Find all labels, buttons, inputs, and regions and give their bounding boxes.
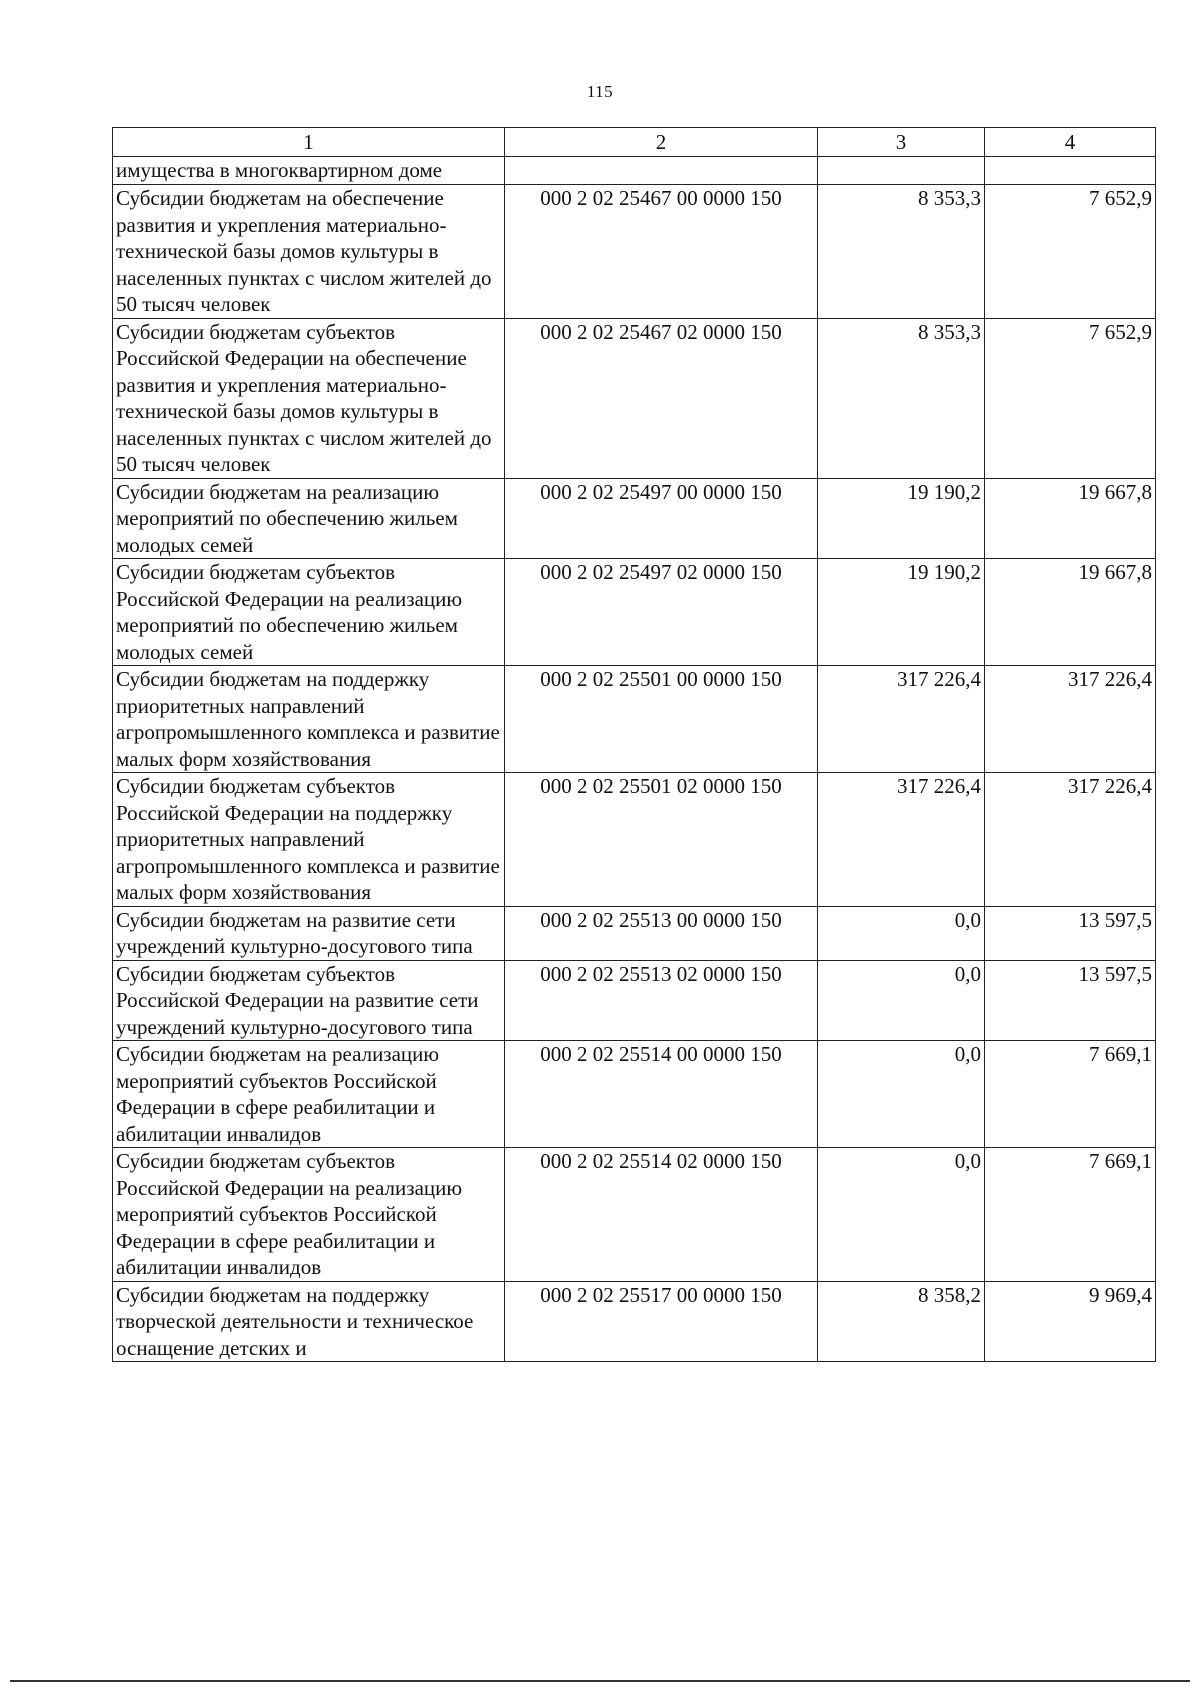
table-row xyxy=(113,1281,1156,1362)
row-name: Субсидии бюджетам на обеспечение развития и укрепления материально-технической базы домов культуры в населенных пунктах с числом жителей до 50 тысяч человек xyxy=(113,185,505,319)
table-row xyxy=(113,1148,1156,1282)
row-value-3: 0,0 xyxy=(818,1148,985,1282)
row-code: 000 2 02 25497 02 0000 150 xyxy=(505,559,818,666)
row-name: Субсидии бюджетам субъектов Российской Федерации на поддержку приоритетных направлений агропромышленного комплекса и развитие малых форм хозяйствования xyxy=(113,773,505,907)
row-value-4: 13 597,5 xyxy=(985,906,1156,960)
row-name: Субсидии бюджетам субъектов Российской Федерации на реализацию мероприятий субъектов Российской Федерации в сфере реабилитации и абилитации инвалидов xyxy=(113,1148,505,1282)
row-value-3: 317 226,4 xyxy=(818,666,985,773)
row-code: 000 2 02 25501 00 0000 150 xyxy=(505,666,818,773)
row-code: 000 2 02 25501 02 0000 150 xyxy=(505,773,818,907)
continuation-row xyxy=(113,157,1156,185)
empty-cell xyxy=(985,157,1156,185)
row-value-4: 317 226,4 xyxy=(985,773,1156,907)
table-row xyxy=(113,773,1156,907)
row-value-3: 8 353,3 xyxy=(818,185,985,319)
row-name: Субсидии бюджетам на поддержку приоритетных направлений агропромышленного комплекса и развитие малых форм хозяйствования xyxy=(113,666,505,773)
row-value-4: 7 652,9 xyxy=(985,185,1156,319)
table-row xyxy=(113,559,1156,666)
row-value-4: 7 652,9 xyxy=(985,318,1156,478)
empty-cell xyxy=(818,157,985,185)
table-row xyxy=(113,960,1156,1041)
table-row xyxy=(113,666,1156,773)
table-row xyxy=(113,478,1156,559)
row-code: 000 2 02 25497 00 0000 150 xyxy=(505,478,818,559)
row-value-3: 8 353,3 xyxy=(818,318,985,478)
page-bottom-rule xyxy=(10,1680,1190,1682)
row-value-4: 13 597,5 xyxy=(985,960,1156,1041)
row-value-4: 7 669,1 xyxy=(985,1041,1156,1148)
row-value-3: 0,0 xyxy=(818,1041,985,1148)
continuation-text: имущества в многоквартирном доме xyxy=(113,157,505,185)
row-value-4: 7 669,1 xyxy=(985,1148,1156,1282)
column-header: 2 xyxy=(505,128,818,157)
header-row xyxy=(113,128,1156,157)
empty-cell xyxy=(505,157,818,185)
column-header: 1 xyxy=(113,128,505,157)
row-name: Субсидии бюджетам субъектов Российской Федерации на реализацию мероприятий по обеспечению жильем молодых семей xyxy=(113,559,505,666)
row-value-3: 0,0 xyxy=(818,960,985,1041)
row-code: 000 2 02 25467 00 0000 150 xyxy=(505,185,818,319)
row-code: 000 2 02 25517 00 0000 150 xyxy=(505,1281,818,1362)
row-value-4: 19 667,8 xyxy=(985,559,1156,666)
row-value-3: 19 190,2 xyxy=(818,559,985,666)
row-value-3: 19 190,2 xyxy=(818,478,985,559)
row-code: 000 2 02 25467 02 0000 150 xyxy=(505,318,818,478)
column-header: 3 xyxy=(818,128,985,157)
row-name: Субсидии бюджетам на развитие сети учреждений культурно-досугового типа xyxy=(113,906,505,960)
row-value-4: 9 969,4 xyxy=(985,1281,1156,1362)
row-value-3: 8 358,2 xyxy=(818,1281,985,1362)
page-number: 115 xyxy=(586,82,614,101)
column-header: 4 xyxy=(985,128,1156,157)
row-name: Субсидии бюджетам на реализацию мероприятий по обеспечению жильем молодых семей xyxy=(113,478,505,559)
row-value-4: 317 226,4 xyxy=(985,666,1156,773)
row-code: 000 2 02 25514 00 0000 150 xyxy=(505,1041,818,1148)
row-code: 000 2 02 25513 00 0000 150 xyxy=(505,906,818,960)
row-name: Субсидии бюджетам субъектов Российской Федерации на развитие сети учреждений культурно-досугового типа xyxy=(113,960,505,1041)
row-value-3: 0,0 xyxy=(818,906,985,960)
row-name: Субсидии бюджетам субъектов Российской Федерации на обеспечение развития и укрепления материально-технической базы домов культуры в населенных пунктах с числом жителей до 50 тысяч человек xyxy=(113,318,505,478)
table-row xyxy=(113,906,1156,960)
row-code: 000 2 02 25514 02 0000 150 xyxy=(505,1148,818,1282)
row-name: Субсидии бюджетам на поддержку творческой деятельности и техническое оснащение детских и xyxy=(113,1281,505,1362)
row-code: 000 2 02 25513 02 0000 150 xyxy=(505,960,818,1041)
row-value-4: 19 667,8 xyxy=(985,478,1156,559)
table-row xyxy=(113,1041,1156,1148)
budget-table xyxy=(112,127,1156,1362)
table-row xyxy=(113,318,1156,478)
row-name: Субсидии бюджетам на реализацию мероприятий субъектов Российской Федерации в сфере реабилитации и абилитации инвалидов xyxy=(113,1041,505,1148)
table-row xyxy=(113,185,1156,319)
row-value-3: 317 226,4 xyxy=(818,773,985,907)
